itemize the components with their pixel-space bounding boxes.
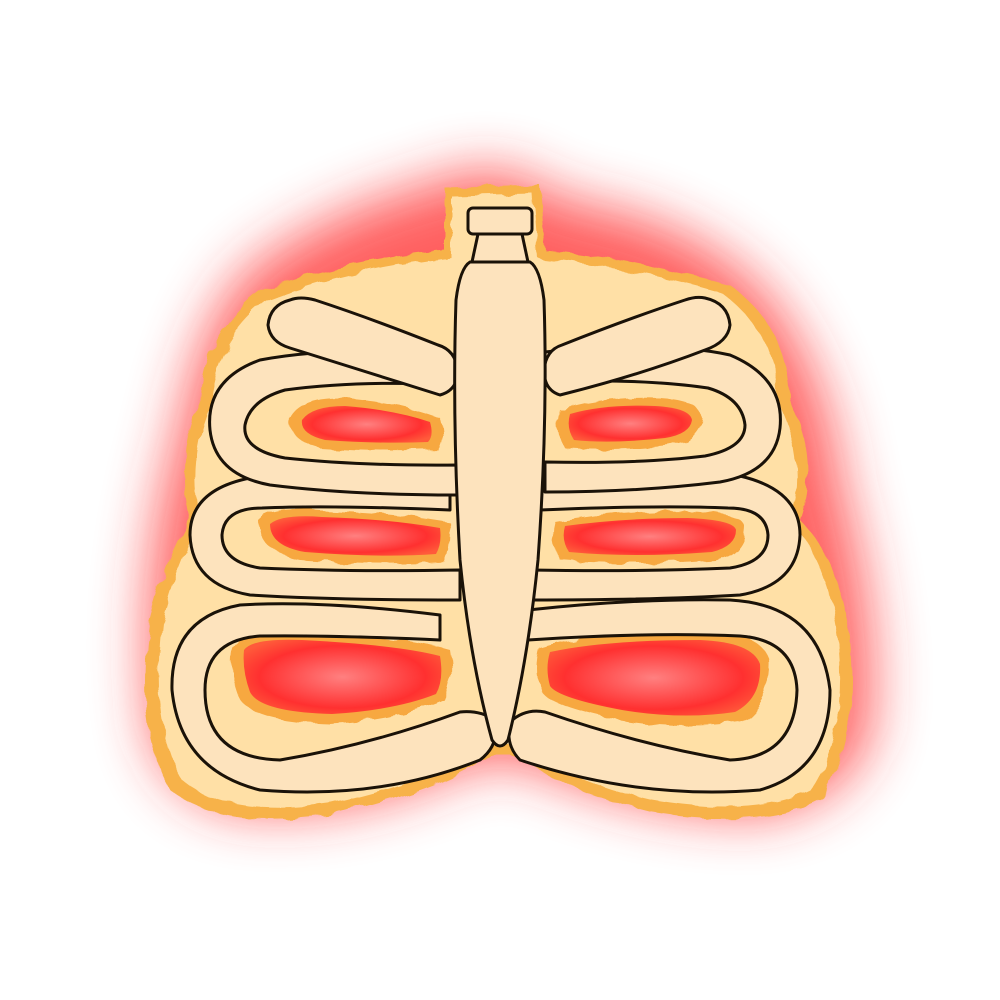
sternum-neck [472,234,528,262]
gap-middle-right-fill [564,518,736,555]
sternum-cap [468,208,532,234]
